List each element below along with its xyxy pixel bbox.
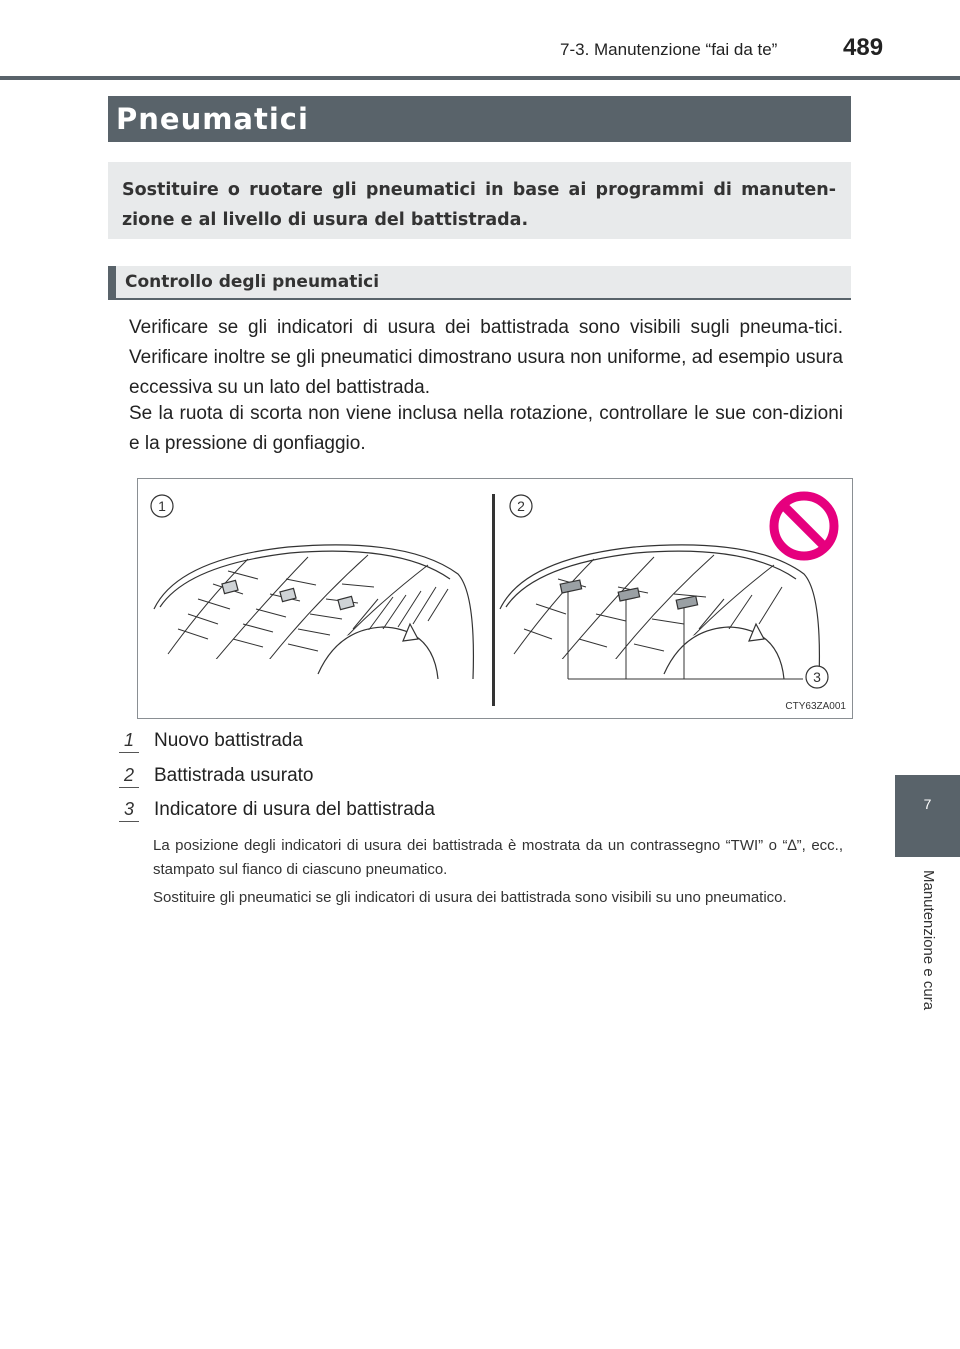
paragraph-1: Verificare se gli indicatori di usura dei battistrada sono visibili sugli pneuma-tici. Verificare inoltre se gli pneumatici dimostrano usura non uniforme, ad esempio usura eccessiva su un lato del battistrada. — [129, 317, 843, 398]
note-2: Sostituire gli pneumatici se gli indicatori di usura dei battistrada sono visibili su uno pneumatico. — [153, 889, 787, 906]
callout-3 — [806, 666, 828, 688]
legend-item — [118, 726, 818, 756]
callout-1 — [151, 495, 173, 517]
tire-wear-figure — [137, 478, 853, 719]
subheading-bar — [108, 266, 851, 300]
figure-code: CTY63ZA001 — [785, 701, 846, 712]
new-tread-tire — [154, 545, 473, 679]
subheading-marker — [108, 266, 116, 300]
tire-illustration — [138, 479, 852, 718]
chapter-title: Manutenzione e cura — [920, 870, 937, 1011]
page-number: 489 — [843, 34, 884, 61]
figure-divider — [492, 494, 495, 706]
header-rule — [0, 76, 960, 80]
note-1: La posizione degli indicatori di usura dei battistrada è mostrata da un contrassegno “TWI” o “∆”, ecc., stampato sul fianco di ciascuno pneumatico. — [153, 837, 843, 878]
page-title-bar — [108, 96, 851, 142]
svg-text:2: 2 — [517, 498, 525, 514]
legend-number: 1 — [118, 729, 140, 751]
subheading: Controllo degli pneumatici — [125, 272, 380, 292]
legend-item — [118, 795, 818, 825]
chapter-tab — [895, 775, 960, 857]
intro-box — [108, 162, 851, 239]
page-title: Pneumatici — [116, 102, 309, 136]
prohibited-icon — [774, 496, 834, 556]
svg-text:3: 3 — [813, 669, 821, 685]
header-section: 7-3. Manutenzione “fai da te” — [560, 40, 778, 59]
paragraph-2: Se la ruota di scorta non viene inclusa nella rotazione, controllare le sue con-dizioni e la pressione di gonfiaggio. — [129, 403, 843, 454]
chapter-number: 7 — [923, 796, 932, 812]
intro-text: Sostituire o ruotare gli pneumatici in base ai programmi di manuten-zione e al livello di usura del battistrada. — [122, 180, 836, 230]
legend-text: Battistrada usurato — [154, 765, 314, 786]
legend-text: Nuovo battistrada — [154, 730, 303, 751]
legend-text: Indicatore di usura del battistrada — [154, 799, 435, 820]
svg-text:1: 1 — [158, 498, 166, 514]
callout-2 — [510, 495, 532, 517]
worn-tread-tire — [500, 545, 819, 679]
legend-number: 3 — [118, 798, 140, 820]
legend-number: 2 — [118, 764, 140, 786]
legend-item — [118, 761, 818, 791]
